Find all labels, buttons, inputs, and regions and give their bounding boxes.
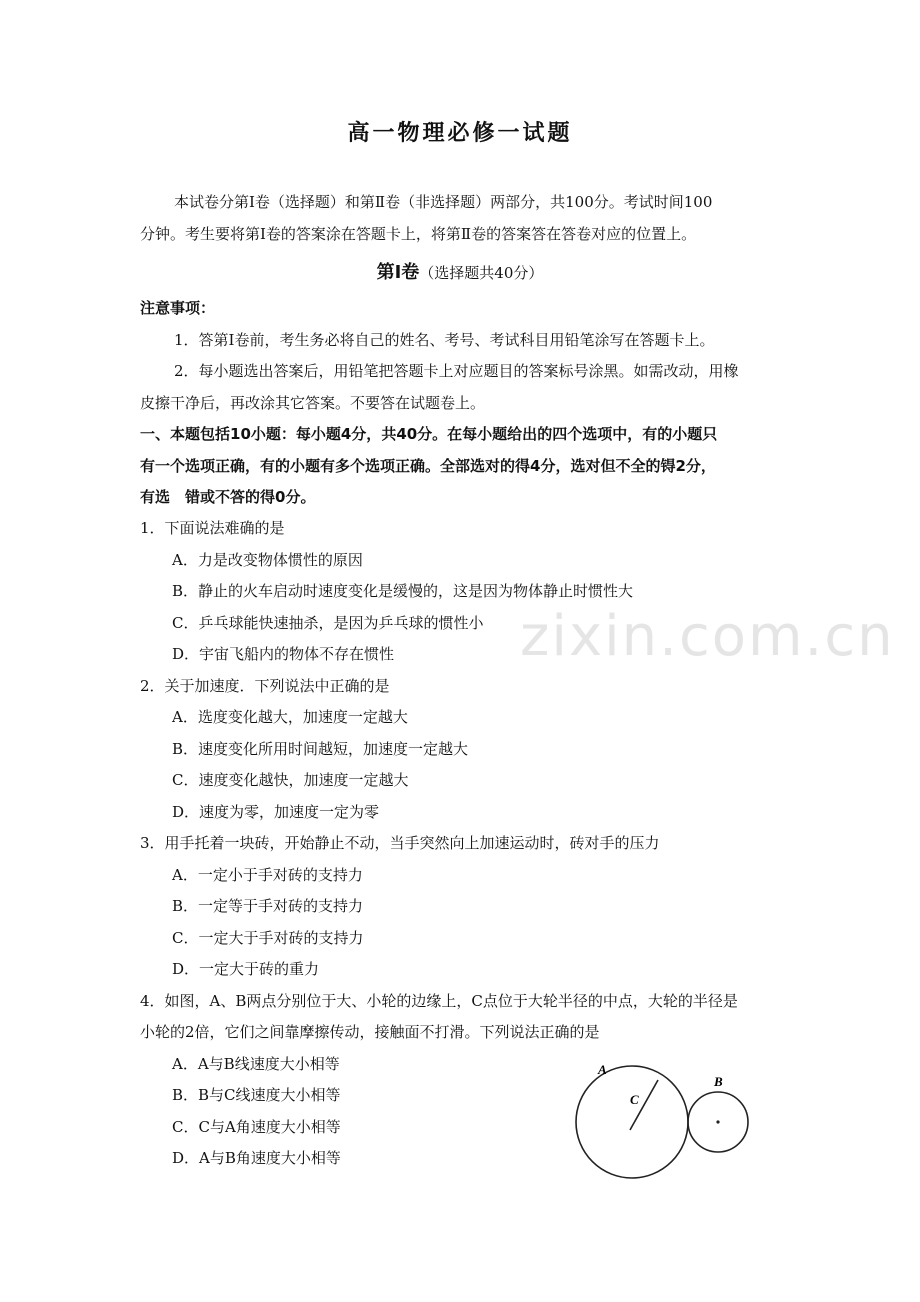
- question-3-stem: 3．用手托着一块砖，开始静止不动，当手突然向上加速运动时，砖对手的压力: [140, 834, 660, 852]
- question-2-option-b: B．速度变化所用时间越短，加速度一定越大: [172, 740, 469, 758]
- question-3-option-a: A．一定小于手对砖的支持力: [172, 866, 363, 884]
- large-wheel: [576, 1066, 688, 1178]
- volume-title: 第Ⅰ卷: [376, 262, 420, 283]
- page-title: 高一物理必修一试题: [347, 121, 573, 146]
- intro-line-1: 本试卷分第Ⅰ卷（选择题）和第Ⅱ卷（非选择题）两部分，共100分。考试时间100: [174, 193, 713, 211]
- question-2-stem: 2．关于加速度．下列说法中正确的是: [140, 677, 390, 695]
- section-instruction-line-2: 有一个选项正确，有的小题有多个选项正确。全部选对的得4分，选对但不全的锝2分，: [140, 457, 716, 475]
- question-2-option-a: A．选度变化越大，加速度一定越大: [172, 708, 408, 726]
- label-c: C: [630, 1092, 639, 1107]
- question-1-stem: 1．下面说法难确的是: [140, 519, 285, 537]
- question-2-option-c: C．速度变化越快，加速度一定越大: [172, 771, 409, 789]
- volume-heading: [0, 258, 920, 284]
- label-b: B: [714, 1074, 723, 1089]
- question-4-option-c: C．C与A角速度大小相等: [172, 1118, 341, 1136]
- question-1-option-a: A．力是改变物体惯性的原因: [172, 551, 363, 569]
- question-4-option-b: B．B与C线速度大小相等: [172, 1086, 341, 1104]
- question-4-stem-line-2: 小轮的2倍，它们之间靠摩擦传动，接触面不打滑。下列说法正确的是: [140, 1023, 600, 1041]
- wheels-diagram: [570, 1060, 770, 1190]
- question-4-option-d: D．A与B角速度大小相等: [172, 1149, 341, 1167]
- note-2-line-2: 皮擦干净后，再改涂其它答案。不要答在试题卷上。: [140, 394, 486, 412]
- note-1: 1．答第Ⅰ卷前，考生务必将自己的姓名、考号、考试科目用铅笔涂写在答题卡上。: [174, 331, 715, 349]
- question-1-option-c: C．乒乓球能快速抽杀，是因为乒乓球的惯性小: [172, 614, 484, 632]
- question-1-option-b: B．静止的火车启动时速度变化是缓慢的，这是因为物体静止时惯性大: [172, 582, 634, 600]
- question-1-option-d: D．宇宙飞船内的物体不存在惯性: [172, 645, 395, 663]
- volume-subtitle: （选择题共40分）: [419, 264, 544, 282]
- notes-heading: 注意事项：: [140, 299, 216, 317]
- intro-line-2: 分钟。考生要将第Ⅰ卷的答案涂在答题卡上，将第Ⅱ卷的答案答在答卷对应的位置上。: [140, 225, 697, 243]
- question-4-option-a: A．A与B线速度大小相等: [172, 1055, 340, 1073]
- section-instruction-line-3: 有选 错或不答的得0分。: [140, 488, 316, 506]
- question-3-option-d: D．一定大于砖的重力: [172, 960, 320, 978]
- question-3-option-c: C．一定大于手对砖的支持力: [172, 929, 364, 947]
- question-2-option-d: D．速度为零，加速度一定为零: [172, 803, 380, 821]
- watermark: zixin.com.cn: [520, 604, 895, 669]
- small-wheel-center: [716, 1120, 719, 1123]
- label-a: A: [598, 1062, 607, 1077]
- note-2-line-1: 2．每小题选出答案后，用铅笔把答题卡上对应题目的答案标号涂黑。如需改动，用橡: [174, 362, 739, 380]
- section-instruction-line-1: 一、本题包括10小题：每小题4分，共40分。在每小题给出的四个选项中，有的小题只: [140, 425, 718, 443]
- question-3-option-b: B．一定等于手对砖的支持力: [172, 897, 364, 915]
- question-4-stem-line-1: 4．如图，A、B两点分别位于大、小轮的边缘上，C点位于大轮半径的中点，大轮的半径是: [140, 992, 738, 1010]
